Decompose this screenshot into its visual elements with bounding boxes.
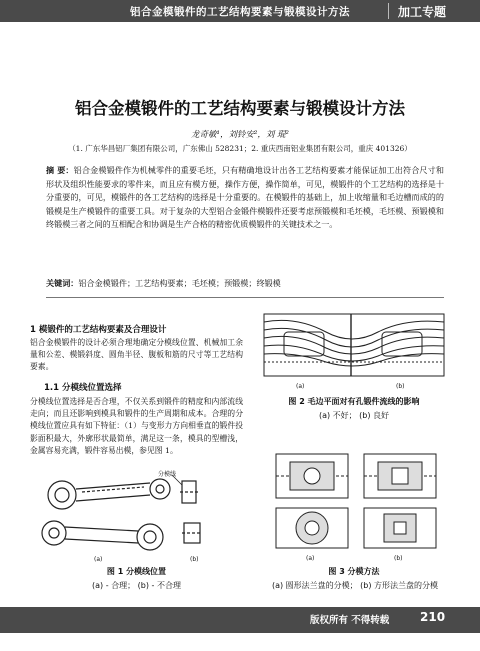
header-divider — [388, 3, 389, 19]
subsection-heading: 1.1 分模线位置选择 — [44, 383, 122, 393]
figure-3-drawing — [268, 438, 444, 562]
figure-1-drawing — [32, 467, 242, 567]
keywords-label: 关键词： — [46, 278, 79, 288]
figure-3-label-a: (a) — [306, 555, 315, 562]
abstract-label: 摘 要： — [46, 165, 74, 175]
section-paragraph: 铝合金模锻件的设计必须合理地确定分模线位置、机械加工余量和公差、模锻斜度、圆角半径、腹板和筋的尺寸等工艺结构要素。 — [30, 338, 243, 372]
figure-3-label-b: (b) — [394, 555, 403, 562]
figure-2-subcaption: (a) 不好； (b) 良好 — [318, 411, 390, 420]
figure-1-label-b: (b) — [190, 556, 199, 563]
keywords — [46, 278, 444, 289]
section-heading: 1 模锻件的工艺结构要素及合理设计 — [30, 325, 167, 335]
figure-1-caption: 图 1 分模线位置 — [106, 567, 167, 576]
figure-3-caption: 图 3 分模方法 — [328, 567, 380, 576]
figure-1-label-a: (a) — [94, 556, 103, 563]
figure-2-caption: 图 2 毛边平面对有孔锻件流线的影响 — [288, 397, 420, 406]
figure-2-label-b: (b) — [396, 383, 405, 390]
figure-2-label-a: (a) — [296, 383, 305, 390]
abstract-text: 铝合金模锻件作为机械零件的重要毛坯，只有精确地设计出各工艺结构要素才能保证加工出符合尺寸和形状及组织性能要求的零件来，而且应有模方便，操作方便，操作简单，可见，模锻件的个工艺结构的选择是十分重要的，可见，模锻件的各工艺结构的选择是十分重要的。在模锻件的基础上，加上收缩量和毛边槽而成的的锻模是生产模锻件的重要工具。对于复杂的大型铝合金锻件模锻件还要考虑预锻模和毛坯模，毛坯模、预锻模和终锻模三者之间的互相配合和协调是生产合格的精密优质模锻件的关键技术之一。 — [46, 165, 444, 230]
figure-2-drawing — [256, 302, 452, 392]
figure-3-subcaption: (a) 圆形法兰盘的分模； (b) 方形法兰盘的分模 — [271, 581, 439, 590]
page-number: 210 — [420, 610, 446, 624]
keywords-text: 铝合金模锻件；工艺结构要素；毛坯模；预锻模；终锻模 — [78, 278, 281, 288]
authors: 龙奇敏¹，刘铃安²，刘 琨² — [191, 130, 289, 140]
running-title: 铝合金模锻件的工艺结构要素与锻模设计方法 — [130, 6, 350, 18]
abstract — [46, 164, 444, 232]
figure-1-parting-label: 分模线 — [158, 471, 177, 478]
section-label: 加工专题 — [398, 5, 447, 19]
subsection-paragraph: 分模线位置选择是否合理，不仅关系到锻件的精度和内部流线走向；而且还影响到模具和锻件的生产周期和成本。合理的分模线位置应具有如下特征：（1）与变形力方向相垂直的锻件投影面积最大，外廓形状最简单，满足这一条，模具的型槽浅，金属容易充满，锻件容易出模，参见图 1。 — [30, 397, 243, 455]
abstract-rule — [46, 297, 444, 298]
affiliations: （1. 广东华昌铝厂集团有限公司，广东佛山 528231；2. 重庆西南铝业集团有限公司，重庆 401326） — [68, 144, 412, 153]
footer-bar — [0, 607, 480, 633]
figure-1-subcaption: (a) - 合理； (b) - 不合理 — [92, 581, 181, 590]
copyright-notice: 版权所有 不得转载 — [310, 615, 390, 626]
article-title: 铝合金模锻件的工艺结构要素与锻模设计方法 — [75, 99, 405, 118]
